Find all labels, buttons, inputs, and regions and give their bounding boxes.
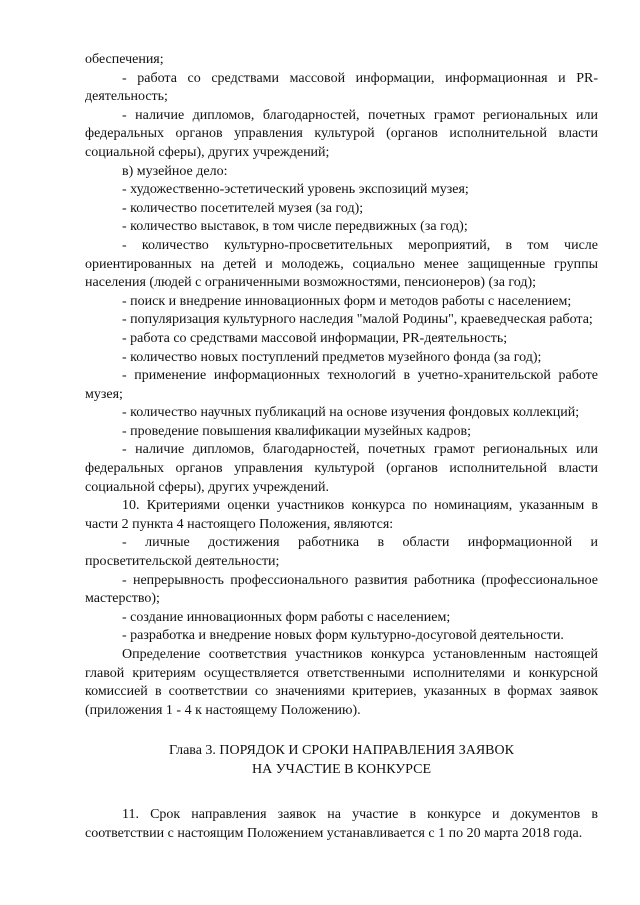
paragraph: - количество новых поступлений предметов музейного фонда (за год);	[122, 349, 542, 365]
paragraph: - разработка и внедрение новых форм культурно-досуговой деятельности.	[122, 628, 564, 644]
list-heading-museum: в) музейное дело:	[122, 163, 228, 179]
paragraph: - личные достижения работника в области информационной и просветительской деятельности;	[85, 535, 598, 570]
paragraph: - наличие дипломов, благодарностей, почетных грамот региональных или федеральных органов управления культурой (органов исполнительной власти социальной сферы), других учреждений.	[85, 442, 598, 495]
paragraph: - поиск и внедрение инновационных форм и методов работы с населением;	[122, 293, 572, 309]
paragraph: - популяризация культурного наследия "малой Родины", краеведческая работа;	[122, 312, 593, 328]
paragraph: - создание инновационных форм работы с населением;	[122, 609, 451, 625]
paragraph: Определение соответствия участников конкурса установленным настоящей главой критериям осуществляется ответственными исполнителями и конкурсной комиссией в соответствии со значениями критериев, указанных в формах заявок (приложения 1 - 4 к настоящему Положению).	[85, 647, 598, 718]
document-body	[85, 51, 598, 844]
paragraph: - применение информационных технологий в учетно-хранительской работе музея;	[85, 368, 598, 402]
paragraph: - количество посетителей музея (за год);	[122, 200, 364, 216]
paragraph: - работа со средствами массовой информации, информационная и PR-деятельность;	[85, 70, 598, 105]
chapter-heading-line1: Глава 3. ПОРЯДОК И СРОКИ НАПРАВЛЕНИЯ ЗАЯВОК	[169, 743, 514, 759]
paragraph: - художественно-эстетический уровень экспозиций музея;	[122, 182, 469, 198]
paragraph: обеспечения;	[85, 52, 164, 67]
chapter-heading-line2: НА УЧАСТИЕ В КОНКУРСЕ	[251, 762, 432, 778]
section-10-paragraph: 10. Критериями оценки участников конкурса по номинациям, указанным в части 2 пункта 4 настоящего Положения, являются:	[85, 498, 598, 532]
paragraph: - количество выставок, в том числе передвижных (за год);	[122, 219, 468, 235]
section-11-paragraph: 11. Срок направления заявок на участие в конкурсе и документов в соответствии с настоящим Положением устанавливается с 1 по 20 марта 2018 года.	[85, 807, 598, 841]
chapter-heading	[85, 741, 598, 779]
paragraph: - наличие дипломов, благодарностей, почетных грамот региональных или федеральных органов управления культурой (органов исполнительной власти социальной сферы), других учреждений;	[85, 107, 598, 160]
paragraph: - количество культурно-просветительных мероприятий, в том числе ориентированных на детей и молодежь, социально менее защищенные группы населения (людей с ограниченными возможностями, пенсионеров) (за год);	[85, 237, 598, 291]
paragraph: - проведение повышения квалификации музейных кадров;	[122, 423, 471, 439]
paragraph: - работа со средствами массовой информации, PR-деятельность;	[122, 330, 508, 346]
paragraph: - непрерывность профессионального развития работника (профессиональное мастерство);	[85, 572, 598, 607]
paragraph: - количество научных публикаций на основе изучения фондовых коллекций;	[122, 405, 580, 421]
